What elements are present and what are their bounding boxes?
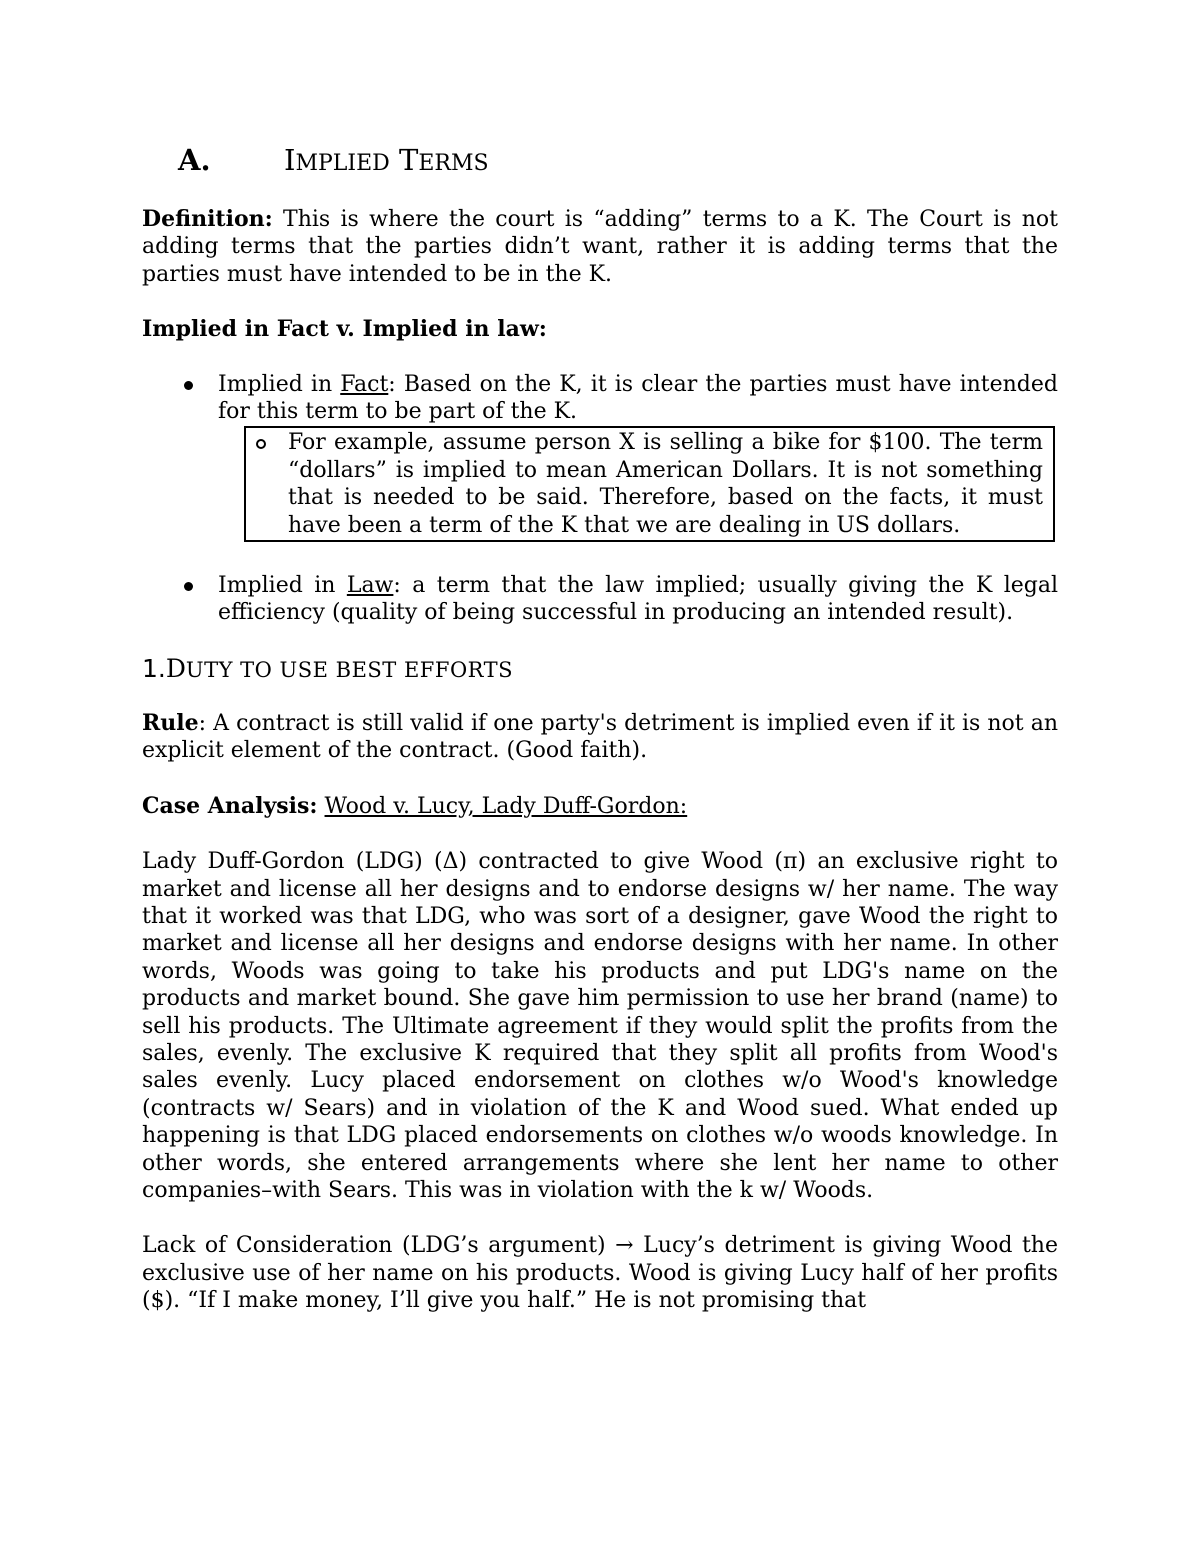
rule-paragraph: Rule: A contract is still valid if one party's detriment is implied even if it is not an explicit element of the contract. (Good faith).: [142, 709, 1058, 764]
implied-heading: Implied in Fact v. Implied in law:: [142, 316, 547, 343]
definition-label: Definition:: [142, 206, 273, 232]
case-analysis-line: [142, 793, 1058, 820]
list-item-implied-in-fact: Implied in Fact: Based on the K, it is clear the parties must have intended for this term to be part of the K.: [142, 371, 1058, 426]
section-number: 1.: [142, 653, 166, 683]
section-title: IMPLIED TERMS: [284, 143, 489, 177]
bullet-icon: [184, 381, 193, 390]
list-item-implied-in-law: Implied in Law: a term that the law implied; usually giving the K legal efficiency (quality of being successful in producing an intended result).: [142, 572, 1058, 627]
example-box: [244, 426, 1055, 542]
term-law: Law: [346, 573, 394, 599]
definition-paragraph: [142, 206, 1058, 288]
term-fact: Fact: [340, 371, 389, 397]
example-text: For example, assume person X is selling a bike for $100. The term “dollars” is implied to mean American Dollars. It is not something that is needed to be said. Therefore, based on the facts, it must have been a term of the K that we are dealing in US dollars.: [288, 430, 1043, 538]
case-analysis-label: Case Analysis:: [142, 792, 318, 819]
circle-bullet-icon: [256, 439, 266, 449]
facts-paragraph: Lady Duff-Gordon (LDG) (Δ) contracted to give Wood (π) an exclusive right to market and license all her designs and to endorse designs w/ her name. The way that it worked was that LDG, who was sort of a designer, gave Wood the right to market and license all her designs and endorse designs with her name. In other words, Woods was going to take his products and put LDG's name on the products and market bound. She gave him permission to use her brand (name) to sell his products. The Ultimate agreement if they would split the profits from the sales, evenly. The exclusive K required that they split all profits from Wood's sales evenly. Lucy placed endorsement on clothes w/o Wood's knowledge (contracts w/ Sears) and in violation of the K and Wood sued. What ended up happening is that LDG placed endorsements on clothes w/o woods knowledge. In other words, she entered arrangements where she lent her name to other companies–with Sears. This was in violation with the k w/ Woods.: [142, 849, 1058, 1203]
rule-label: Rule: [142, 709, 199, 736]
definition-text: This is where the court is “adding” terms to a K. The Court is not adding terms that the parties didn’t want, rather it is adding terms that the parties must have intended to be in the K.: [142, 207, 1058, 287]
section-letter: A.: [178, 143, 211, 177]
arrow-icon: →: [615, 1233, 634, 1259]
implied-list: [142, 371, 1058, 426]
document-page: [142, 140, 1058, 1315]
section-heading-best-efforts: 1.DUTY TO USE BEST EFFORTS: [142, 653, 513, 683]
section-heading-implied-terms: [178, 140, 1058, 184]
implied-list-law: [142, 572, 1058, 627]
consideration-paragraph: Lack of Consideration (LDG’s argument) → Lucy’s detriment is giving Wood the exclusive use of her name on his products. Wood is giving Lucy half of her profits ($). “If I make money, I’ll give you half.” He is not promising that: [142, 1233, 1058, 1314]
bullet-icon: [184, 582, 193, 591]
case-name: Wood v. Lucy, Lady Duff-Gordon:: [324, 793, 688, 819]
